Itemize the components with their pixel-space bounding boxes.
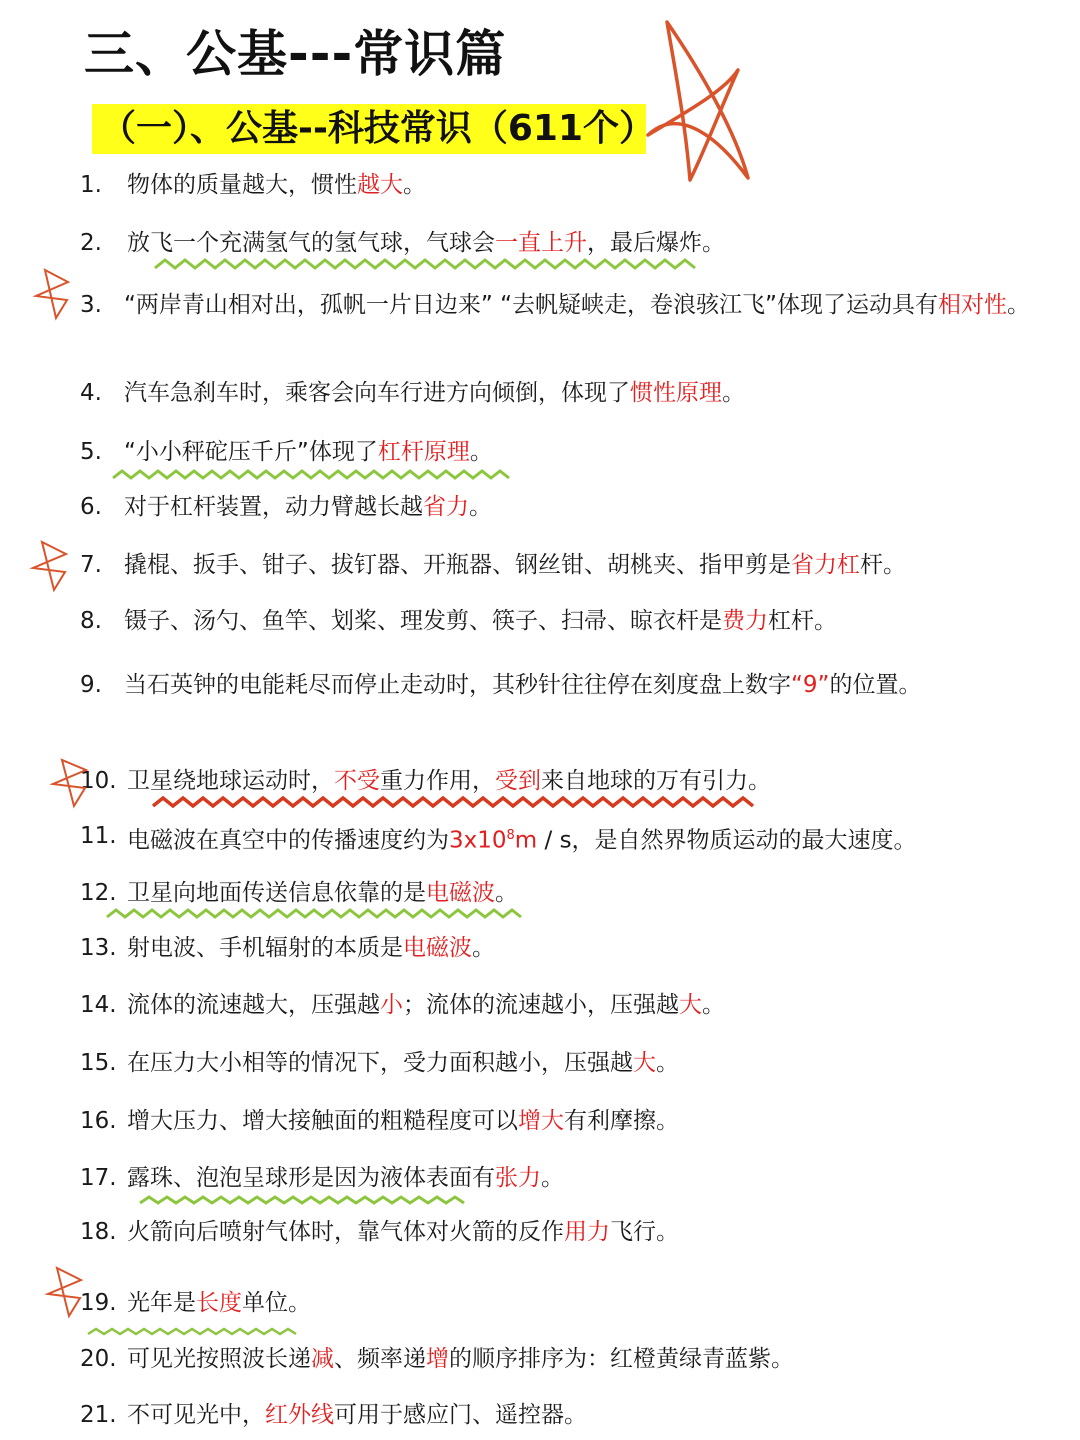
item-text: “两岸青山相对出，孤帆一片日边来” “去帆疑峡走，卷浪骇江飞”体现了运动具有相对性。 (124, 292, 1030, 318)
item-number: 12. (80, 880, 117, 906)
item-text: 在压力大小相等的情况下，受力面积越小，压强越大。 (127, 1050, 679, 1076)
item-number: 10. (80, 768, 117, 794)
item-text: 汽车急刹车时，乘客会向车行进方向倾倒，体现了惯性原理。 (124, 380, 745, 406)
item-number: 6. (80, 494, 102, 520)
star-mark-icon (648, 22, 748, 180)
item-text: 对于杠杆装置，动力臂越长越省力。 (124, 494, 492, 520)
item-number: 13. (80, 935, 117, 961)
item-text: 物体的质量越大，惯性越大。 (127, 172, 426, 198)
item-number: 19. (80, 1290, 117, 1316)
wavy-underline (153, 798, 753, 806)
item-text: 火箭向后喷射气体时，靠气体对火箭的反作用力飞行。 (127, 1219, 679, 1245)
star-mark-icon (33, 542, 66, 590)
item-text: 增大压力、增大接触面的粗糙程度可以增大有利摩擦。 (127, 1108, 679, 1134)
item-text: 卫星绕地球运动时，不受重力作用，受到来自地球的万有引力。 (127, 768, 771, 794)
wavy-underline (155, 260, 695, 268)
item-text: “小小秤砣压千斤”体现了杠杆原理。 (124, 439, 493, 465)
star-mark-icon (53, 760, 86, 806)
page-title: 三、公基---常识篇 (84, 25, 507, 83)
wavy-underline (140, 1197, 464, 1203)
item-text: 卫星向地面传送信息依靠的是电磁波。 (127, 880, 518, 906)
section-title: （一）、公基--科技常识（611个） (92, 104, 646, 154)
wavy-underline (107, 910, 521, 917)
item-text: 光年是长度单位。 (127, 1290, 311, 1316)
item-number: 4. (80, 380, 102, 406)
item-number: 9. (80, 672, 102, 698)
item-number: 15. (80, 1050, 117, 1076)
item-number: 18. (80, 1219, 117, 1245)
item-number: 8. (80, 608, 102, 634)
item-text: 露珠、泡泡呈球形是因为液体表面有张力。 (127, 1165, 564, 1191)
item-number: 21. (80, 1402, 117, 1428)
item-number: 17. (80, 1165, 117, 1191)
item-text: 电磁波在真空中的传播速度约为$3x10^8m$ / s，是自然界物质运动的最大速度。 (127, 827, 917, 854)
wavy-underline (113, 471, 509, 478)
star-mark-icon (48, 1268, 81, 1316)
item-number: 7. (80, 552, 102, 578)
item-text: 镊子、汤勺、鱼竿、划桨、理发剪、筷子、扫帚、晾衣杆是费力杠杆。 (124, 608, 837, 634)
wavy-underline (88, 1329, 296, 1334)
item-text: 撬棍、扳手、钳子、拔钉器、开瓶器、钢丝钳、胡桃夹、指甲剪是省力杠杆。 (124, 552, 906, 578)
item-number: 16. (80, 1108, 117, 1134)
item-text: 当石英钟的电能耗尽而停止走动时，其秒针往往停在刻度盘上数字“9”的位置。 (124, 672, 922, 698)
item-number: 5. (80, 439, 102, 465)
item-number: 1. (80, 172, 102, 198)
item-number: 11. (80, 823, 117, 849)
star-mark-icon (36, 270, 68, 318)
item-text: 流体的流速越大，压强越小；流体的流速越小，压强越大。 (127, 992, 725, 1018)
item-number: 20. (80, 1346, 117, 1372)
item-text: 可见光按照波长递减、频率递增的顺序排序为：红橙黄绿青蓝紫。 (127, 1346, 794, 1372)
item-text: 射电波、手机辐射的本质是电磁波。 (127, 935, 495, 961)
item-number: 3. (80, 292, 102, 318)
item-text: 不可见光中，红外线可用于感应门、遥控器。 (127, 1402, 587, 1428)
item-text: 放飞一个充满氢气的氢气球，气球会一直上升，最后爆炸。 (127, 230, 725, 256)
item-number: 2. (80, 230, 102, 256)
item-number: 14. (80, 992, 117, 1018)
